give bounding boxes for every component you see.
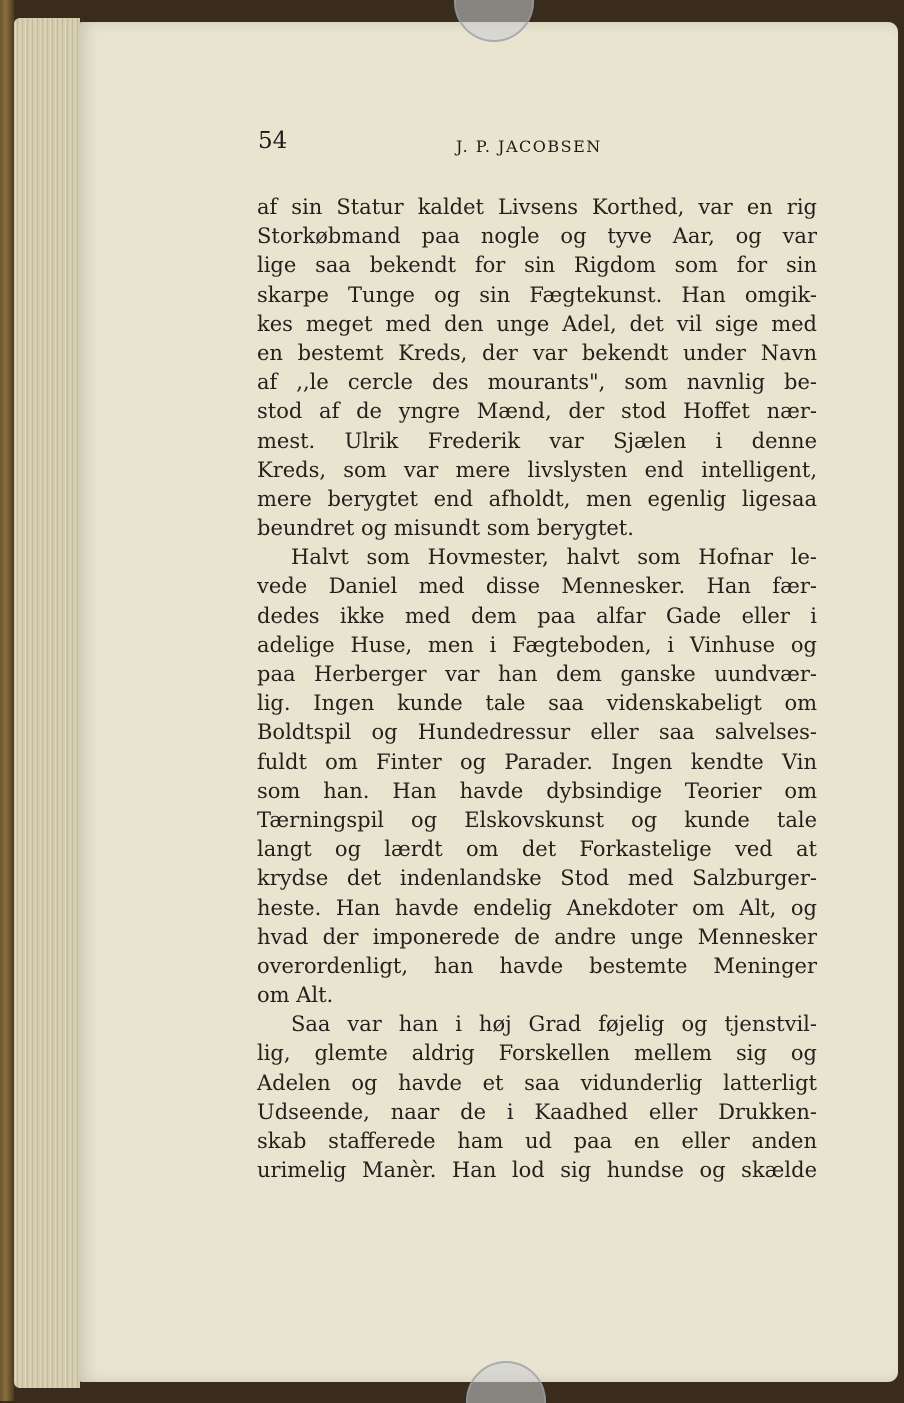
text-line: stod af de yngre Mænd, der stod Hoffet nær- xyxy=(257,399,817,424)
text-line: skab stafferede ham ud paa en eller anden xyxy=(257,1129,817,1153)
text-line: mere berygtet end afholdt, men egenlig ligesaa xyxy=(257,486,817,511)
text-line: Kreds, som var mere livslysten end intelligent, xyxy=(257,457,817,482)
text-line: Saa var han i høj Grad føjelig og tjenstvil- xyxy=(291,1012,817,1037)
running-head: J. P. JACOBSEN xyxy=(456,137,602,156)
text-line: Udseende, naar de i Kaadhed eller Drukken- xyxy=(257,1099,817,1124)
text-line: fuldt om Finter og Parader. Ingen kendte Vin xyxy=(257,749,817,774)
text-line: af ,,le cercle des mourants", som navnlig be- xyxy=(257,370,817,395)
text-line: som han. Han havde dybsindige Teorier om xyxy=(257,778,817,803)
text-line: beundret og misundt som berygtet. xyxy=(257,516,634,541)
text-line: kes meget med den unge Adel, det vil sige med xyxy=(257,311,817,336)
text-line: om Alt. xyxy=(257,983,334,1008)
page-header xyxy=(258,128,818,164)
text-line: lige saa bekendt for sin Rigdom som for sin xyxy=(257,253,817,278)
text-line: Adelen og havde et saa vidunderlig latterligt xyxy=(257,1070,817,1095)
text-line: overordenligt, han havde bestemte Meninger xyxy=(257,953,817,978)
text-line: dedes ikke med dem paa alfar Gade eller i xyxy=(257,603,817,628)
text-line: urimelig Manèr. Han lod sig hundse og skælde xyxy=(257,1158,817,1183)
text-line: hvad der imponerede de andre unge Mennesker xyxy=(257,924,817,949)
text-line: krydse det indenlandske Stod med Salzburger- xyxy=(257,866,817,891)
text-line: Boldtspil og Hundedressur eller saa salvelses- xyxy=(257,720,817,745)
text-line: Halvt som Hovmester, halvt som Hofnar le- xyxy=(291,545,817,570)
text-line: af sin Statur kaldet Livsens Korthed, var en rig xyxy=(257,195,817,219)
page-number: 54 xyxy=(258,128,288,154)
text-line: lig, glemte aldrig Forskellen mellem sig og xyxy=(257,1041,817,1066)
text-line: vede Daniel med disse Mennesker. Han fær- xyxy=(257,574,817,599)
body-text xyxy=(257,193,817,1185)
text-line: Tærningspil og Elskovskunst og kunde tale xyxy=(257,807,817,832)
page-stack-edge xyxy=(14,18,80,1388)
text-line: langt og lærdt om det Forkastelige ved at xyxy=(257,837,817,862)
book-cover-edge xyxy=(0,0,14,1401)
text-line: skarpe Tunge og sin Fægtekunst. Han omgik- xyxy=(257,282,817,307)
text-line: mest. Ulrik Frederik var Sjælen i denne xyxy=(257,428,817,453)
text-line: Storkøbmand paa nogle og tyve Aar, og var xyxy=(257,224,817,249)
text-line: lig. Ingen kunde tale saa videnskabeligt om xyxy=(257,691,817,716)
text-line: heste. Han havde endelig Anekdoter om Alt, og xyxy=(257,895,817,920)
text-line: adelige Huse, men i Fægteboden, i Vinhuse og xyxy=(257,632,817,657)
text-line: en bestemt Kreds, der var bekendt under Navn xyxy=(257,340,817,365)
text-line: paa Herberger var han dem ganske uundvær- xyxy=(257,662,817,686)
